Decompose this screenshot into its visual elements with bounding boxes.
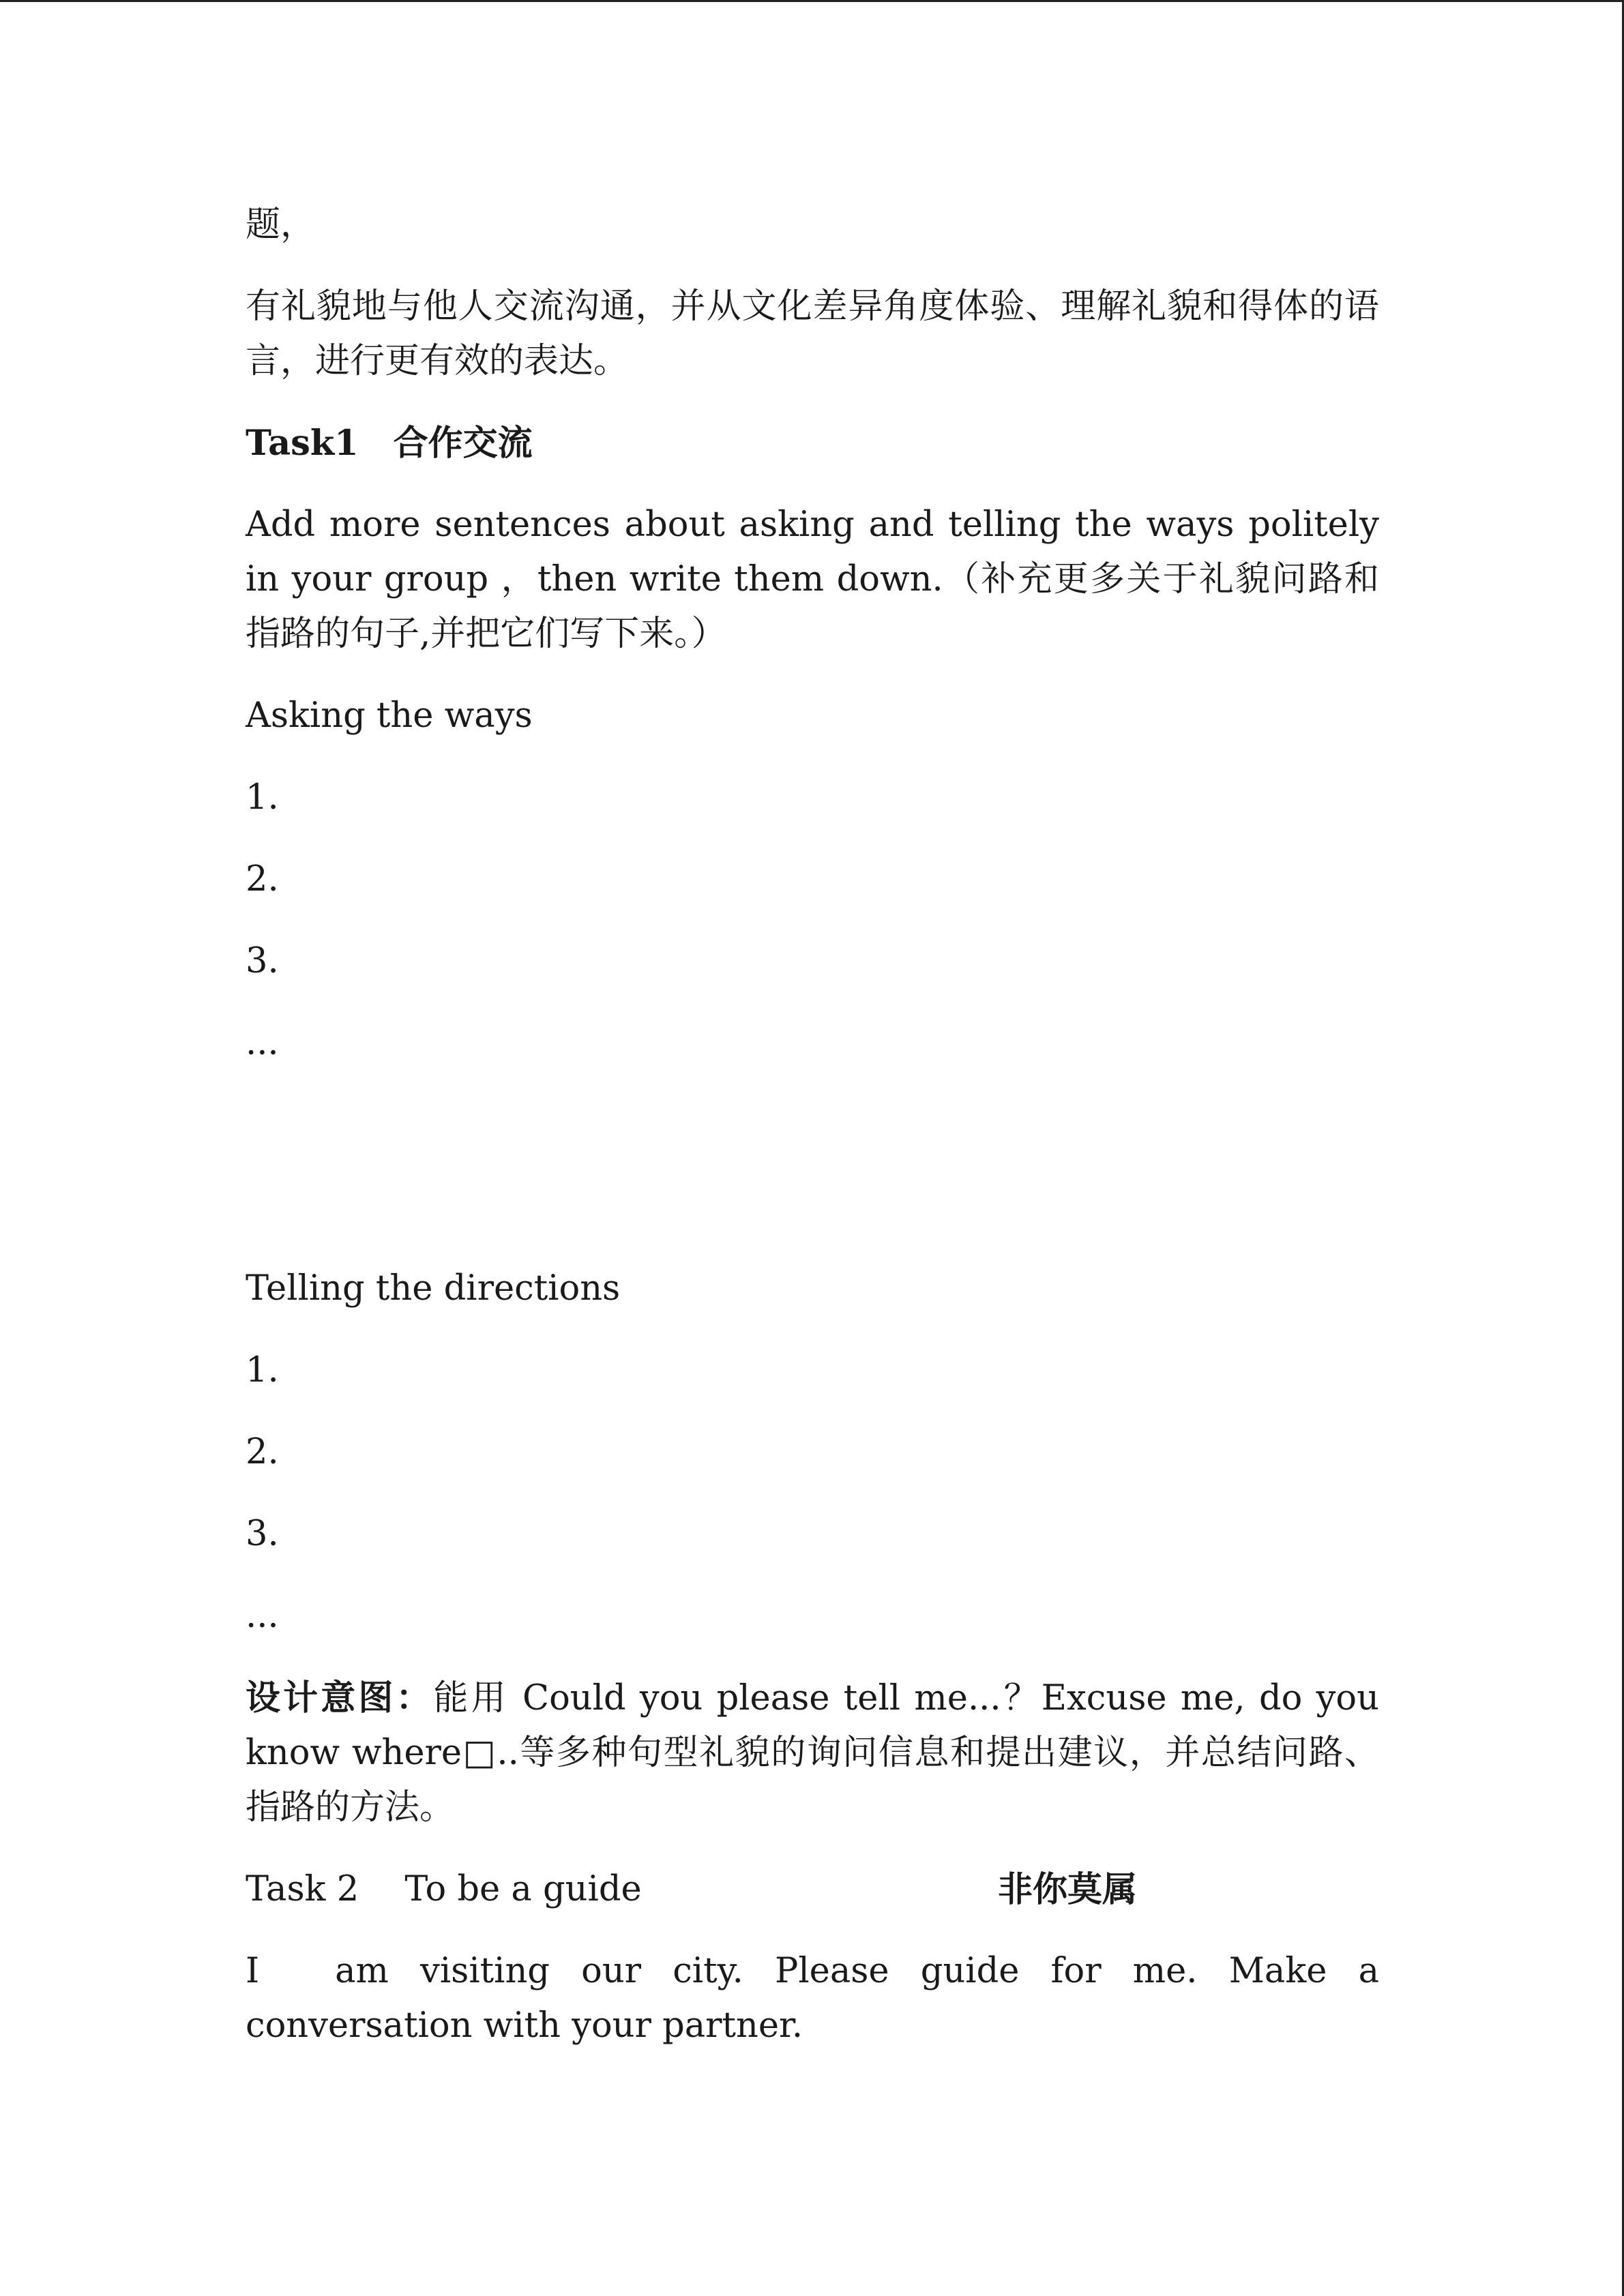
task2-instruction: I am visiting our city. Please guide for me. Make a conversation with your partner. [246,1951,1379,2046]
telling-item-more: ... [246,1596,279,1636]
telling-item-3: 3. [246,1514,279,1554]
task2-title: 非你莫属 [998,1869,1138,1910]
asking-item-1: 1. [246,777,279,818]
asking-item-more: ... [246,1023,279,1063]
page-border-top [0,0,1624,2]
task2-heading-row [246,1862,1379,1917]
design-intent-label: 设计意图： [246,1678,434,1718]
paragraph-objective: 有礼貌地与他人交流沟通，并从文化差异角度体验、理解礼貌和得体的语言，进行更有效的表达。 [246,286,1379,381]
task1-heading: Task1 合作交流 [246,423,533,464]
telling-heading: Telling the directions [246,1268,621,1309]
blank-space [246,1098,1379,1262]
telling-list [246,1343,1379,1643]
document-page [246,198,1379,2081]
design-intent [246,1671,1379,1835]
telling-item-1: 1. [246,1350,279,1390]
asking-list [246,771,1379,1071]
asking-item-3: 3. [246,941,279,981]
asking-heading: Asking the ways [246,696,533,736]
task1-instruction: Add more sentences about asking and telling the ways politely in your group ，then write them down.（补充更多关于礼貌问路和指路的句子,并把它们写下来。） [246,505,1379,654]
task2-heading: Task 2 To be a guide [246,1869,642,1909]
asking-item-2: 2. [246,859,279,899]
paragraph-fragment: 题， [246,205,316,245]
design-intent-text: 能用 Could you please tell me...？Excuse me, do you know where□..等多种句型礼貌的询问信息和提出建议，并总结问路、指路的方法。 [246,1678,1379,1828]
telling-item-2: 2. [246,1432,279,1472]
